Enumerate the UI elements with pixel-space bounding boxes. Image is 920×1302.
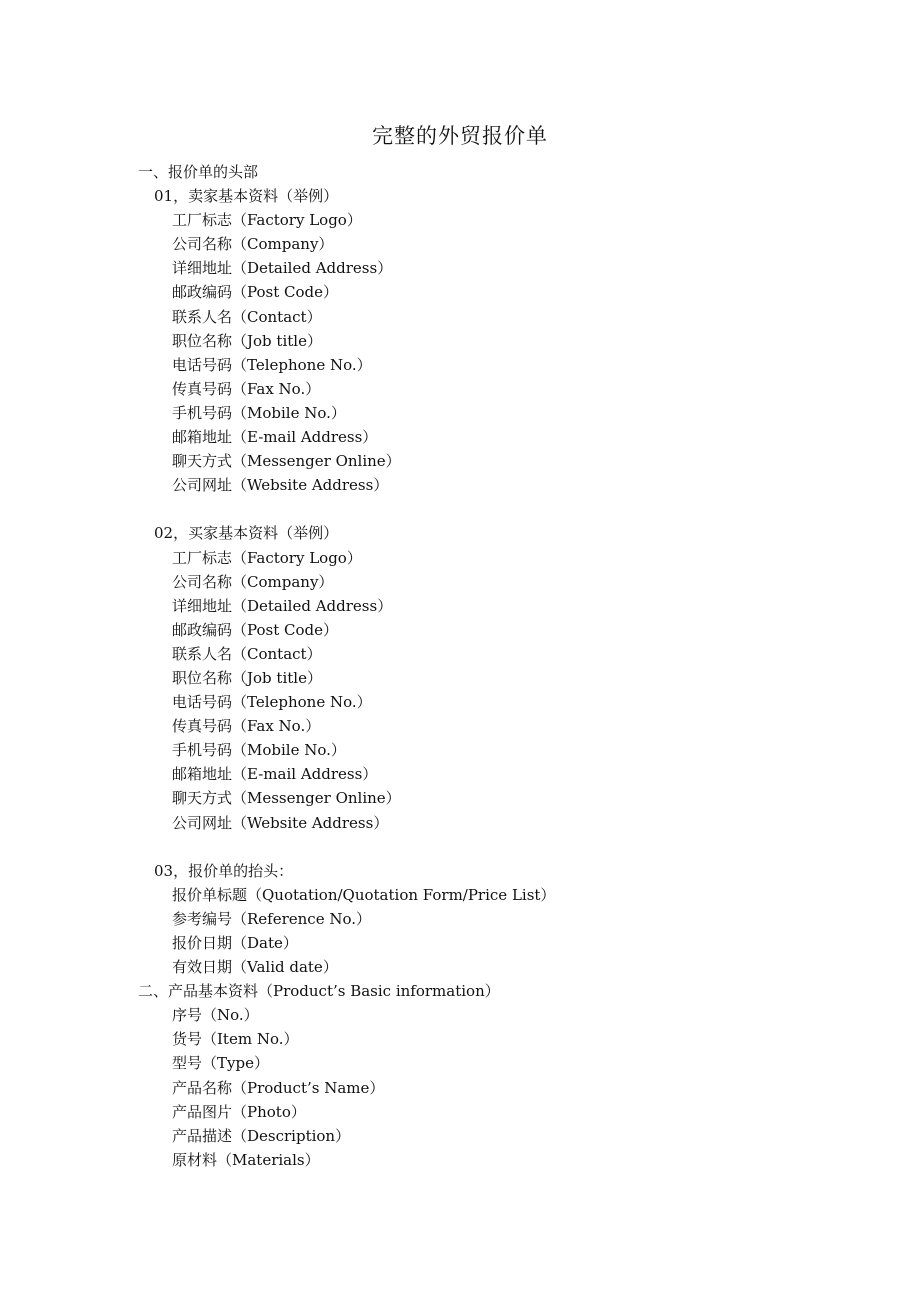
- list-item: 产品图片（Photo）: [172, 1102, 306, 1121]
- list-item: 详细地址（Detailed Address）: [172, 259, 393, 278]
- list-item: 原材料（Materials）: [172, 1150, 320, 1169]
- list-item: 职位名称（Job title）: [172, 668, 322, 687]
- list-item: 公司网址（Website Address）: [172, 813, 389, 832]
- list-item: 公司名称（Company）: [172, 572, 334, 591]
- list-item: 公司网址（Website Address）: [172, 476, 389, 495]
- list-item: 货号（Item No.）: [172, 1030, 299, 1049]
- list-item: 产品名称（Product’s Name）: [172, 1078, 385, 1097]
- seller-item-list: [138, 208, 858, 497]
- list-item: 详细地址（Detailed Address）: [172, 596, 393, 615]
- list-item: 公司名称（Company）: [172, 235, 334, 254]
- subsection-heading-seller: 01，卖家基本资料（举例）: [154, 187, 339, 206]
- quote-header-item-list: [138, 883, 858, 979]
- list-item: 邮箱地址（E-mail Address）: [172, 428, 378, 447]
- list-item: 职位名称（Job title）: [172, 331, 322, 350]
- subsection-heading-buyer: 02，买家基本资料（举例）: [154, 524, 339, 543]
- section-heading-product-info: 二、产品基本资料（Product’s Basic information）: [138, 982, 500, 1001]
- list-item: 电话号码（Telephone No.）: [172, 693, 372, 712]
- buyer-item-list: [138, 546, 858, 835]
- list-item: 参考编号（Reference No.）: [172, 909, 372, 928]
- list-item: 传真号码（Fax No.）: [172, 379, 321, 398]
- list-item: 手机号码（Mobile No.）: [172, 741, 346, 760]
- list-item: 聊天方式（Messenger Online）: [172, 789, 401, 808]
- list-item: 工厂标志（Factory Logo）: [172, 211, 362, 230]
- list-item: 报价日期（Date）: [172, 934, 298, 952]
- list-item: 工厂标志（Factory Logo）: [172, 548, 362, 567]
- list-item: 电话号码（Telephone No.）: [172, 355, 372, 374]
- list-item: 手机号码（Mobile No.）: [172, 403, 346, 422]
- blank-line: [138, 835, 858, 859]
- list-item: 传真号码（Fax No.）: [172, 717, 321, 736]
- list-item: 邮政编码（Post Code）: [172, 283, 338, 302]
- list-item: 联系人名（Contact）: [172, 644, 322, 663]
- list-item: 型号（Type）: [172, 1054, 269, 1073]
- list-item: 序号（No.）: [172, 1006, 259, 1025]
- document-title: 完整的外贸报价单: [372, 124, 548, 148]
- list-item: 产品描述（Description）: [172, 1126, 351, 1145]
- list-item: 邮箱地址（E-mail Address）: [172, 765, 378, 784]
- document-body: [138, 160, 858, 1172]
- blank-line: [138, 497, 858, 521]
- section-heading-header: 一、报价单的头部: [138, 163, 259, 181]
- list-item: 有效日期（Valid date）: [172, 958, 338, 977]
- list-item: 报价单标题（Quotation/Quotation Form/Price List）: [172, 885, 556, 904]
- list-item: 联系人名（Contact）: [172, 307, 322, 326]
- list-item: 聊天方式（Messenger Online）: [172, 452, 401, 471]
- list-item: 邮政编码（Post Code）: [172, 620, 338, 639]
- subsection-heading-quote-header: 03，报价单的抬头：: [154, 861, 294, 880]
- product-item-list: [138, 1003, 858, 1172]
